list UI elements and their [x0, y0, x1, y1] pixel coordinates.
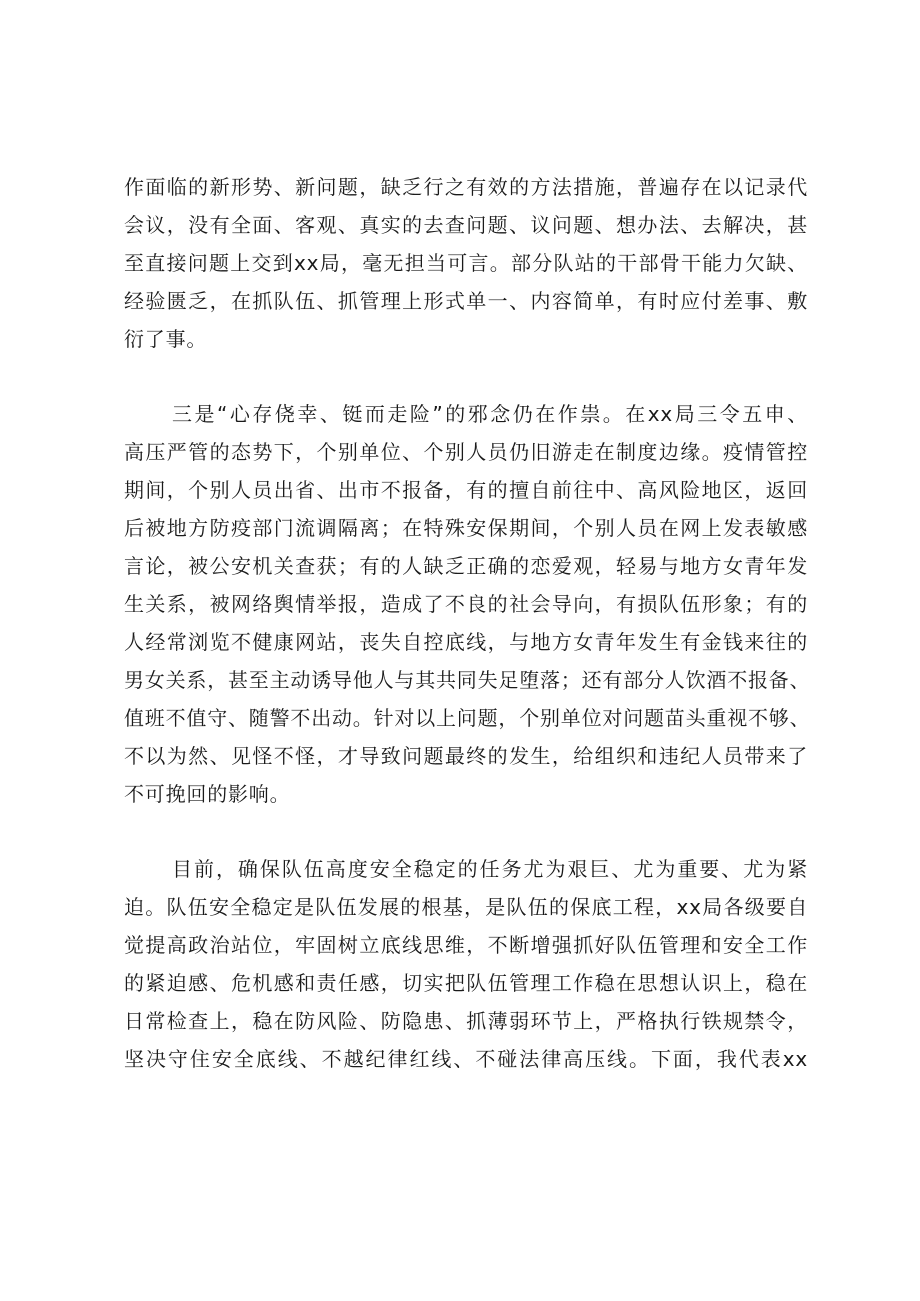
- text-line: 日常检查上，稳在防风险、防隐患、抓薄弱环节上，严格执行铁规禁令，: [124, 1009, 808, 1033]
- text-line: 言论，被公安机关查获；有的人缺乏正确的恋爱观，轻易与地方女青年发: [124, 554, 808, 578]
- text-line: 后被地方防疫部门流调隔离；在特殊安保期间，个别人员在网上发表敏感: [124, 516, 808, 540]
- text-line: 衍了事。: [124, 327, 208, 351]
- text-line: 生关系，被网络舆情举报，造成了不良的社会导向，有损队伍形象；有的: [124, 592, 808, 616]
- text-line: 期间，个别人员出省、出市不报备，有的擅自前往中、高风险地区，返回: [124, 478, 808, 502]
- text-line: 三是“心存侥幸、铤而走险”的邪念仍在作祟。在xx局三令五申、: [172, 402, 808, 426]
- text-line: 至直接问题上交到xx局，毫无担当可言。部分队站的干部骨干能力欠缺、: [124, 251, 808, 275]
- paragraph-gap: [124, 813, 808, 850]
- text-line: 值班不值守、随警不出动。针对以上问题，个别单位对问题苗头重视不够、: [124, 706, 811, 730]
- text-line: 会议，没有全面、客观、真实的去查问题、议问题、想办法、去解决，甚: [124, 213, 808, 237]
- paragraph-1: [124, 168, 808, 358]
- paragraph-3: [124, 850, 808, 1078]
- text-line: 不以为然、见怪不怪，才导致问题最终的发生，给组织和违纪人员带来了: [124, 744, 808, 768]
- paragraph-gap: [124, 358, 808, 395]
- text-line: 的紧迫感、危机感和责任感，切实把队伍管理工作稳在思想认识上，稳在: [124, 971, 808, 995]
- text-line: 坚决守住安全底线、不越纪律红线、不碰法律高压线。下面，我代表xx: [124, 1047, 808, 1071]
- text-line: 高压严管的态势下，个别单位、个别人员仍旧游走在制度边缘。疫情管控: [124, 440, 808, 464]
- text-line: 目前，确保队伍高度安全稳定的任务尤为艰巨、尤为重要、尤为紧: [172, 857, 808, 881]
- body-text: [124, 168, 811, 1078]
- text-line: 人经常浏览不健康网站，丧失自控底线，与地方女青年发生有金钱来往的: [124, 630, 808, 654]
- text-line: 觉提高政治站位，牢固树立底线思维，不断增强抓好队伍管理和安全工作: [124, 933, 808, 957]
- text-line: 不可挽回的影响。: [124, 782, 291, 806]
- text-line: 男女关系，甚至主动诱导他人与其共同失足堕落；还有部分人饮酒不报备、: [124, 668, 811, 692]
- text-line: 经验匮乏，在抓队伍、抓管理上形式单一、内容简单，有时应付差事、敷: [124, 289, 808, 313]
- text-line: 迫。队伍安全稳定是队伍发展的根基，是队伍的保底工程，xx局各级要自: [124, 895, 808, 919]
- text-line: 作面临的新形势、新问题，缺乏行之有效的方法措施，普遍存在以记录代: [124, 175, 808, 199]
- paragraph-2: [124, 395, 811, 813]
